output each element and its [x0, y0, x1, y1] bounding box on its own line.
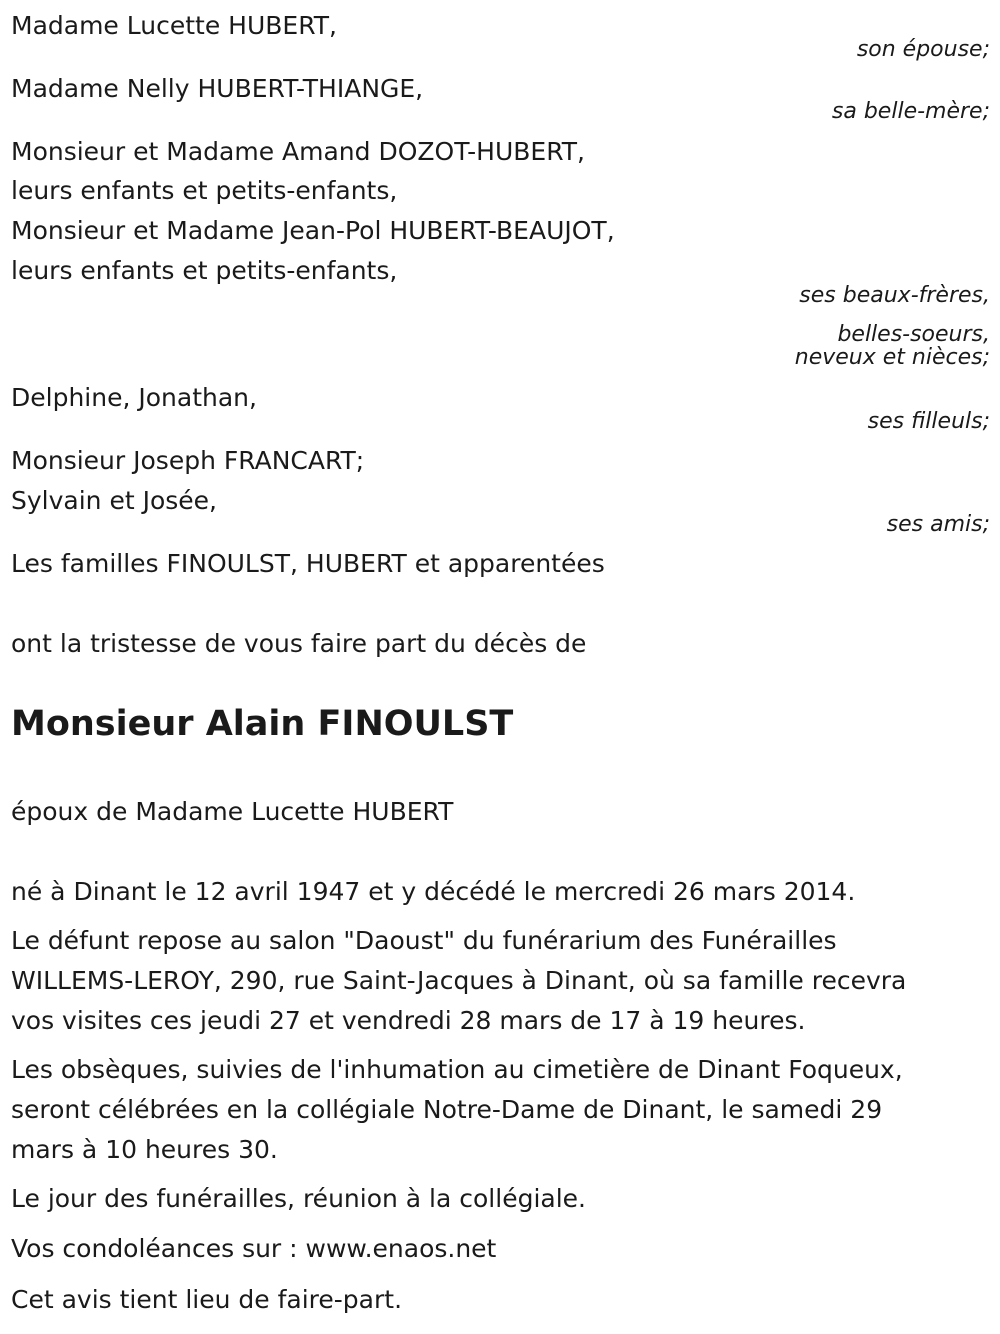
family-line: Madame Lucette HUBERT, [11, 11, 337, 40]
notice-line: Cet avis tient lieu de faire-part. [11, 1285, 403, 1314]
relation-label: sa belle-mère; [831, 99, 990, 124]
deceased-name: Monsieur Alain FINOULST [11, 704, 514, 744]
family-line: Monsieur Joseph FRANCART; [11, 446, 365, 475]
family-line: leurs enfants et petits-enfants, [11, 176, 398, 205]
relation-label: neveux et nièces; [794, 345, 990, 370]
birth-death-line: né à Dinant le 12 avril 1947 et y décédé le mercredi 26 mars 2014. [11, 877, 856, 906]
announcement-text: ont la tristesse de vous faire part du décès de [11, 629, 587, 658]
family-line: Monsieur et Madame Amand DOZOT-HUBERT, [11, 137, 585, 166]
family-line: leurs enfants et petits-enfants, [11, 256, 398, 285]
repose-line: vos visites ces jeudi 27 et vendredi 28 mars de 17 à 19 heures. [11, 1006, 806, 1035]
family-line: Monsieur et Madame Jean-Pol HUBERT-BEAUJOT, [11, 216, 615, 245]
relation-label: belles-soeurs, [837, 322, 990, 347]
funeral-line: mars à 10 heures 30. [11, 1135, 278, 1164]
funeral-line: Les obsèques, suivies de l'inhumation au cimetière de Dinant Foqueux, [11, 1055, 903, 1084]
gathering-line: Le jour des funérailles, réunion à la collégiale. [11, 1184, 586, 1213]
relation-label: ses filleuls; [867, 409, 990, 434]
condolences-line: Vos condoléances sur : www.enaos.net [11, 1234, 497, 1263]
family-line: Sylvain et Josée, [11, 486, 217, 515]
relation-label: ses beaux-frères, [799, 283, 990, 308]
family-line: Delphine, Jonathan, [11, 383, 257, 412]
family-line: Les familles FINOULST, HUBERT et apparentées [11, 549, 605, 578]
funeral-line: seront célébrées en la collégiale Notre-Dame de Dinant, le samedi 29 [11, 1095, 883, 1124]
relation-label: son épouse; [856, 37, 990, 62]
spouse-line: époux de Madame Lucette HUBERT [11, 797, 454, 826]
family-line: Madame Nelly HUBERT-THIANGE, [11, 74, 424, 103]
relation-label: ses amis; [886, 512, 990, 537]
repose-line: WILLEMS-LEROY, 290, rue Saint-Jacques à Dinant, où sa famille recevra [11, 966, 907, 995]
repose-line: Le défunt repose au salon "Daoust" du funérarium des Funérailles [11, 926, 837, 955]
